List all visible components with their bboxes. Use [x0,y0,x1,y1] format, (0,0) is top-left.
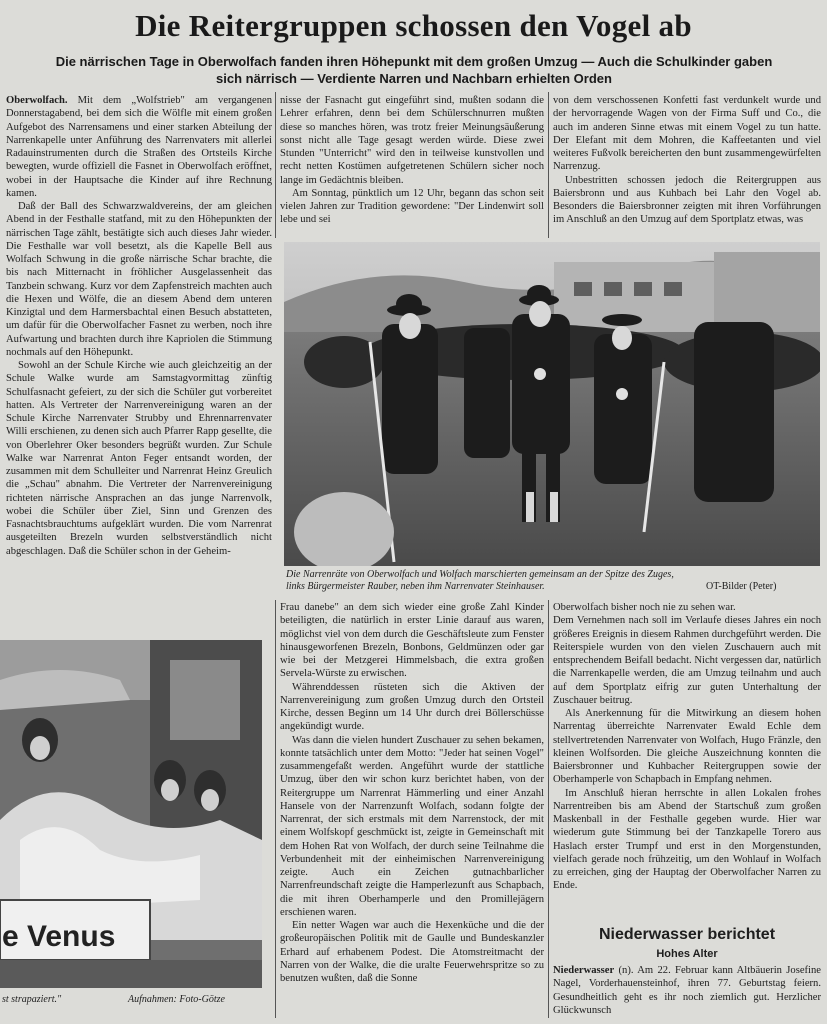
subheadline-line-1: Die närrischen Tage in Oberwolfach fanden ihren Höhepunkt mit dem großen Umzug — Auch die Schulkinder gaben [55,54,773,69]
dateline: Oberwolfach. [6,95,68,106]
article-paragraph: Niederwasser (n). Am 22. Februar kann Altbäuerin Josefine Nagel, Vorderhauensteinhof, ihren 77. Geburtstag feiern. Gesundheitlich geht es ihr noch ziemlich gut. Herzlicher Glückwunsch [553,965,821,1016]
article-paragraph: Oberwolfach. Mit dem „Wolfstrieb" am vergangenen Donnerstagabend, bei dem sich die Wölfle mit einem großen Aufgebot des Narrensamens und einer starken Abteilung der Narrenkapelle unter Anführung des Narrenvaters mit allerlei Radauinstrumenten durch die Straßen des Ortsteils Kirche bewegten, wurde offiziell die Fasnet in Oberwolfach eröffnet, wobei in der Hauptsache die Kinder auf ihre Rechnung kamen. [6,95,272,199]
parade-photo [284,242,820,566]
article-column-2-bottom [280,601,544,1021]
photo-caption-line-1: Die Narrenräte von Oberwolfach und Wolfach marschierten gemeinsam an der Spitze des Zuges, [286,569,674,580]
photo-credit: OT-Bilder (Peter) [706,581,777,592]
section-dateline: Niederwasser [553,965,615,976]
column-rule-4 [548,600,549,1018]
section-body [553,964,821,1022]
article-paragraph: von dem verschossenen Konfetti fast verdunkelt wurde und der hervorragende Wagen von der Firma Suff und Co., die auch im anderen Sinne etwas mit einem Vogel zu tun hatte. Der Elefant mit dem Mohren, die Kaffeetanten und viel weiteres Fußvolk bereicherten den bunt zusammengewürfelten Narrenzug. [553,95,821,173]
headline: Die Reitergruppen schossen den Vogel ab [135,8,692,43]
article-column-3-top [553,94,821,240]
section-subtitle: Hohes Alter [656,948,718,960]
article-paragraph: Dem Vernehmen nach soll im Verlaufe dieses Jahres ein noch größeres Ereignis in diesem Rahmen durchgeführt werden. Die Reiterspiele wurden von den vielen Zuschauern auch mit entsprechendem Beifall bedacht. Nicht vergessen dar, natürlich die Narrenkapelle werden, die am Umzug teilnahm und auch auf dem Sportplatz eifrig zur guten Unterhaltung der Zuschauer beitrug. [553,615,821,706]
article-paragraph: Daß der Ball des Schwarzwaldvereins, der am gleichen Abend in der Festhalle statfand, mit zu den Höhepunkten der närrischen Tage zählt, bestätigte sich auch dieses Jahr wieder. Die Festhalle war voll besetzt, als die Kapelle Bell aus Wolfach Schwung in die große närrische Schar brachte, die bis nach Mitternacht in fröhlicher Ausgelassenheit das Tanzbein schwang. Kurz vor dem Zapfenstreich machten auch die Hexen und Wölfe, die an diesem Abend dem unteren Kinzigtal und dem Harmersbachtal einen Besuch abstatteten, um dafür für die Oberwolfacher Fasnet zu werben, noch ihre Aufwartung und brachten durch ihre Kapriolen die Stimmung nochmals auf den Höhepunkt. [6,201,272,358]
article-column-2-top [280,94,544,240]
carnival-float-photo [0,640,262,988]
subheadline-line-2: sich närrisch — Verdiente Narren und Nachbarn erhielten Orden [216,71,612,86]
parade-photo-illustration [284,242,820,566]
article-paragraph: Was dann die vielen hundert Zuschauer zu sehen bekamen, konnte tatsächlich unter dem Motto: "Jeder hat seinen Vogel" zusammengefaßt werden. Angeführt wurde der stattliche Umzug, über den wir schon kurz berichtet haben, von der Reitergruppe um Narrenrat Hämmerling und einer Anzahl Hansele von der Narrenzunft Wolfach, sodann folgte der Narrenrat, der sich erstmals mit dem Narrenstock, der mit einem Wolfskopf geschmückt ist, zeigte in Gemeinschaft mit dem Hohen Rat von Wolfach, der durch seine Teilnahme die Verbundenheit mit der einheimischen Narrenvereinigung zeigte. Auch ein Zeichen gutnachbarlicher Narrenfreundschaft zeigte die Hamperlezunft aus Schapbach, die mit ihren Oberhamperle und den Promillejägern erschienen waren. [280,734,544,918]
article-paragraph: Frau danebe" an dem sich wieder eine große Zahl Kinder beteiligten, die natürlich in erster Linie darauf aus waren, möglichst viel von dem durch die Geschäftsleute zum Fenster hinausgeworfenen Brezeln, Bonbons, Geldmünzen oder gar wie bei der Metzgerei Himmelsbach, die extra großen Servela-Würste zu erwischen. [280,602,544,680]
column-rule-3 [275,600,276,1018]
article-paragraph: Ein netter Wagen war auch die Hexenküche und die der großeuropäischen Politik mit de Gaulle und Bundeskanzler Erhard auf erhabenem Podest. Die Atomstreitmacht der Narren von der Walke, die die uralte Feuerwehrspritze so zu benutzen wußten, daß die Sonne [280,920,544,984]
subheadline [14,53,814,87]
photo-caption-line-2: links Bürgermeister Rauber, neben ihm Narrenvater Steinhauser. [286,581,545,592]
float-banner-text: e Venus [2,920,116,953]
article-paragraph: Währenddessen rüsteten sich die Aktiven der Narrenvereinigung zum großen Umzug durch den Ortsteil Kirche, dessen Beginn um 14 Uhr durch drei Böllerschüsse angekündigt wurde. [280,681,544,733]
small-photo-caption: st strapaziert." [2,994,62,1005]
section-title: Niederwasser berichtet [598,926,776,943]
article-paragraph: Im Anschluß hieran herrschte in allen Lokalen frohes Narrentreiben bis am Abend der Startschuß zum großen Maskenball in der Festhalle gegeben wurde. Hier war wiederum gute Stimmung bei der Tanzkapelle Torero aus Haslach erster Trumpf und erst in den Morgenstunden, vielfach gerade noch frühzeitig, um den Wohlauf in Wolfach zu erreichen, ging der Hauptag der Oberwolfacher Narren zu Ende. [553,787,821,892]
column-rule-1 [275,92,276,238]
carnival-float-illustration [0,640,262,988]
article-paragraph: Am Sonntag, pünktlich um 12 Uhr, begann das schon seit vielen Jahren zur Tradition gewordene: "Der Lindenwirt soll lebe und sei [280,187,544,226]
article-column-1 [6,94,272,638]
article-paragraph: nisse der Fasnacht gut eingeführt sind, mußten sodann die Lehrer erfahren, denn bei dem Schülerschnurren mußten diese so manches hören, was trotz freier Meinungsäußerung sonst nicht alle Tage gesagt werden würde. Diese zwei Stunden "Unterricht" wird den in teilweise kunstvollen und recht netten Kostümen aufgetretenen Schülern sicher noch lange im Gedächtnis bleiben. [280,95,544,186]
article-paragraph-lead: Oberwolfach bisher noch nie zu sehen war. [553,602,736,613]
article-paragraph: Unbestritten schossen jedoch die Reitergruppen aus Baiersbronn und aus Kuhbach bei Lahr den Vogel ab. Besonders die Baiersbronner zeigten mit ihren Vorführungen im Anschluß an den Umzug auf dem Sportplatz etwas, was [553,174,821,226]
column-rule-2 [548,92,549,238]
article-paragraph: Als Anerkennung für die Mitwirkung an diesem hohen Narrentag überreichte Narrenvater Ewald Echle dem stellvertretenden Narrenvater von Wolfach, Hugo Fränzle, den kleinen Wolfsorden. Die gleiche Auszeichnung konnten die Baiersbronner und Kuhbacher Reitergruppen sowie der Oberhamperle von Schapbach in Empfang nehmen. [553,708,821,786]
small-photo-credit: Aufnahmen: Foto-Götze [128,994,225,1005]
article-column-3-bottom [553,601,821,921]
article-paragraph: Sowohl an der Schule Kirche wie auch gleichzeitig an der Schule Walke wurde am Samstagvormittag zünftig Schulfasnacht gefeiert, zu der sich die Schüler gut vorbereitet hatten. Als Vertreter der Narrenvereinigung waren an der Schule Kirche Narrenvater Strubby und Ehrennarrenvater Willi erschienen, zu denen sich auch Pfarrer Rapp gesellte, die von Oberlehrer Oker besonders begrüßt wurden. Zur Schule Walke war Narrenrat Anton Feger entsandt worden, der zusammen mit dem Schulleiter und Narrenrat Heinz Greulich die „Schau" abnahm. Die Vertreter der Narrenvereinigung richteten närrische Ansprachen an das junge Narrenvolk, wobei die Schüler über Ziel, Sinn und Grenzen des Fasnachtsbrauchtums aufgeklärt wurden. Die vom Narrenrat ausgeteilten Brezeln wurden selbstverständlich nicht abgeschlagen. Daß die Schüler schon in der Geheim- [6,360,272,557]
